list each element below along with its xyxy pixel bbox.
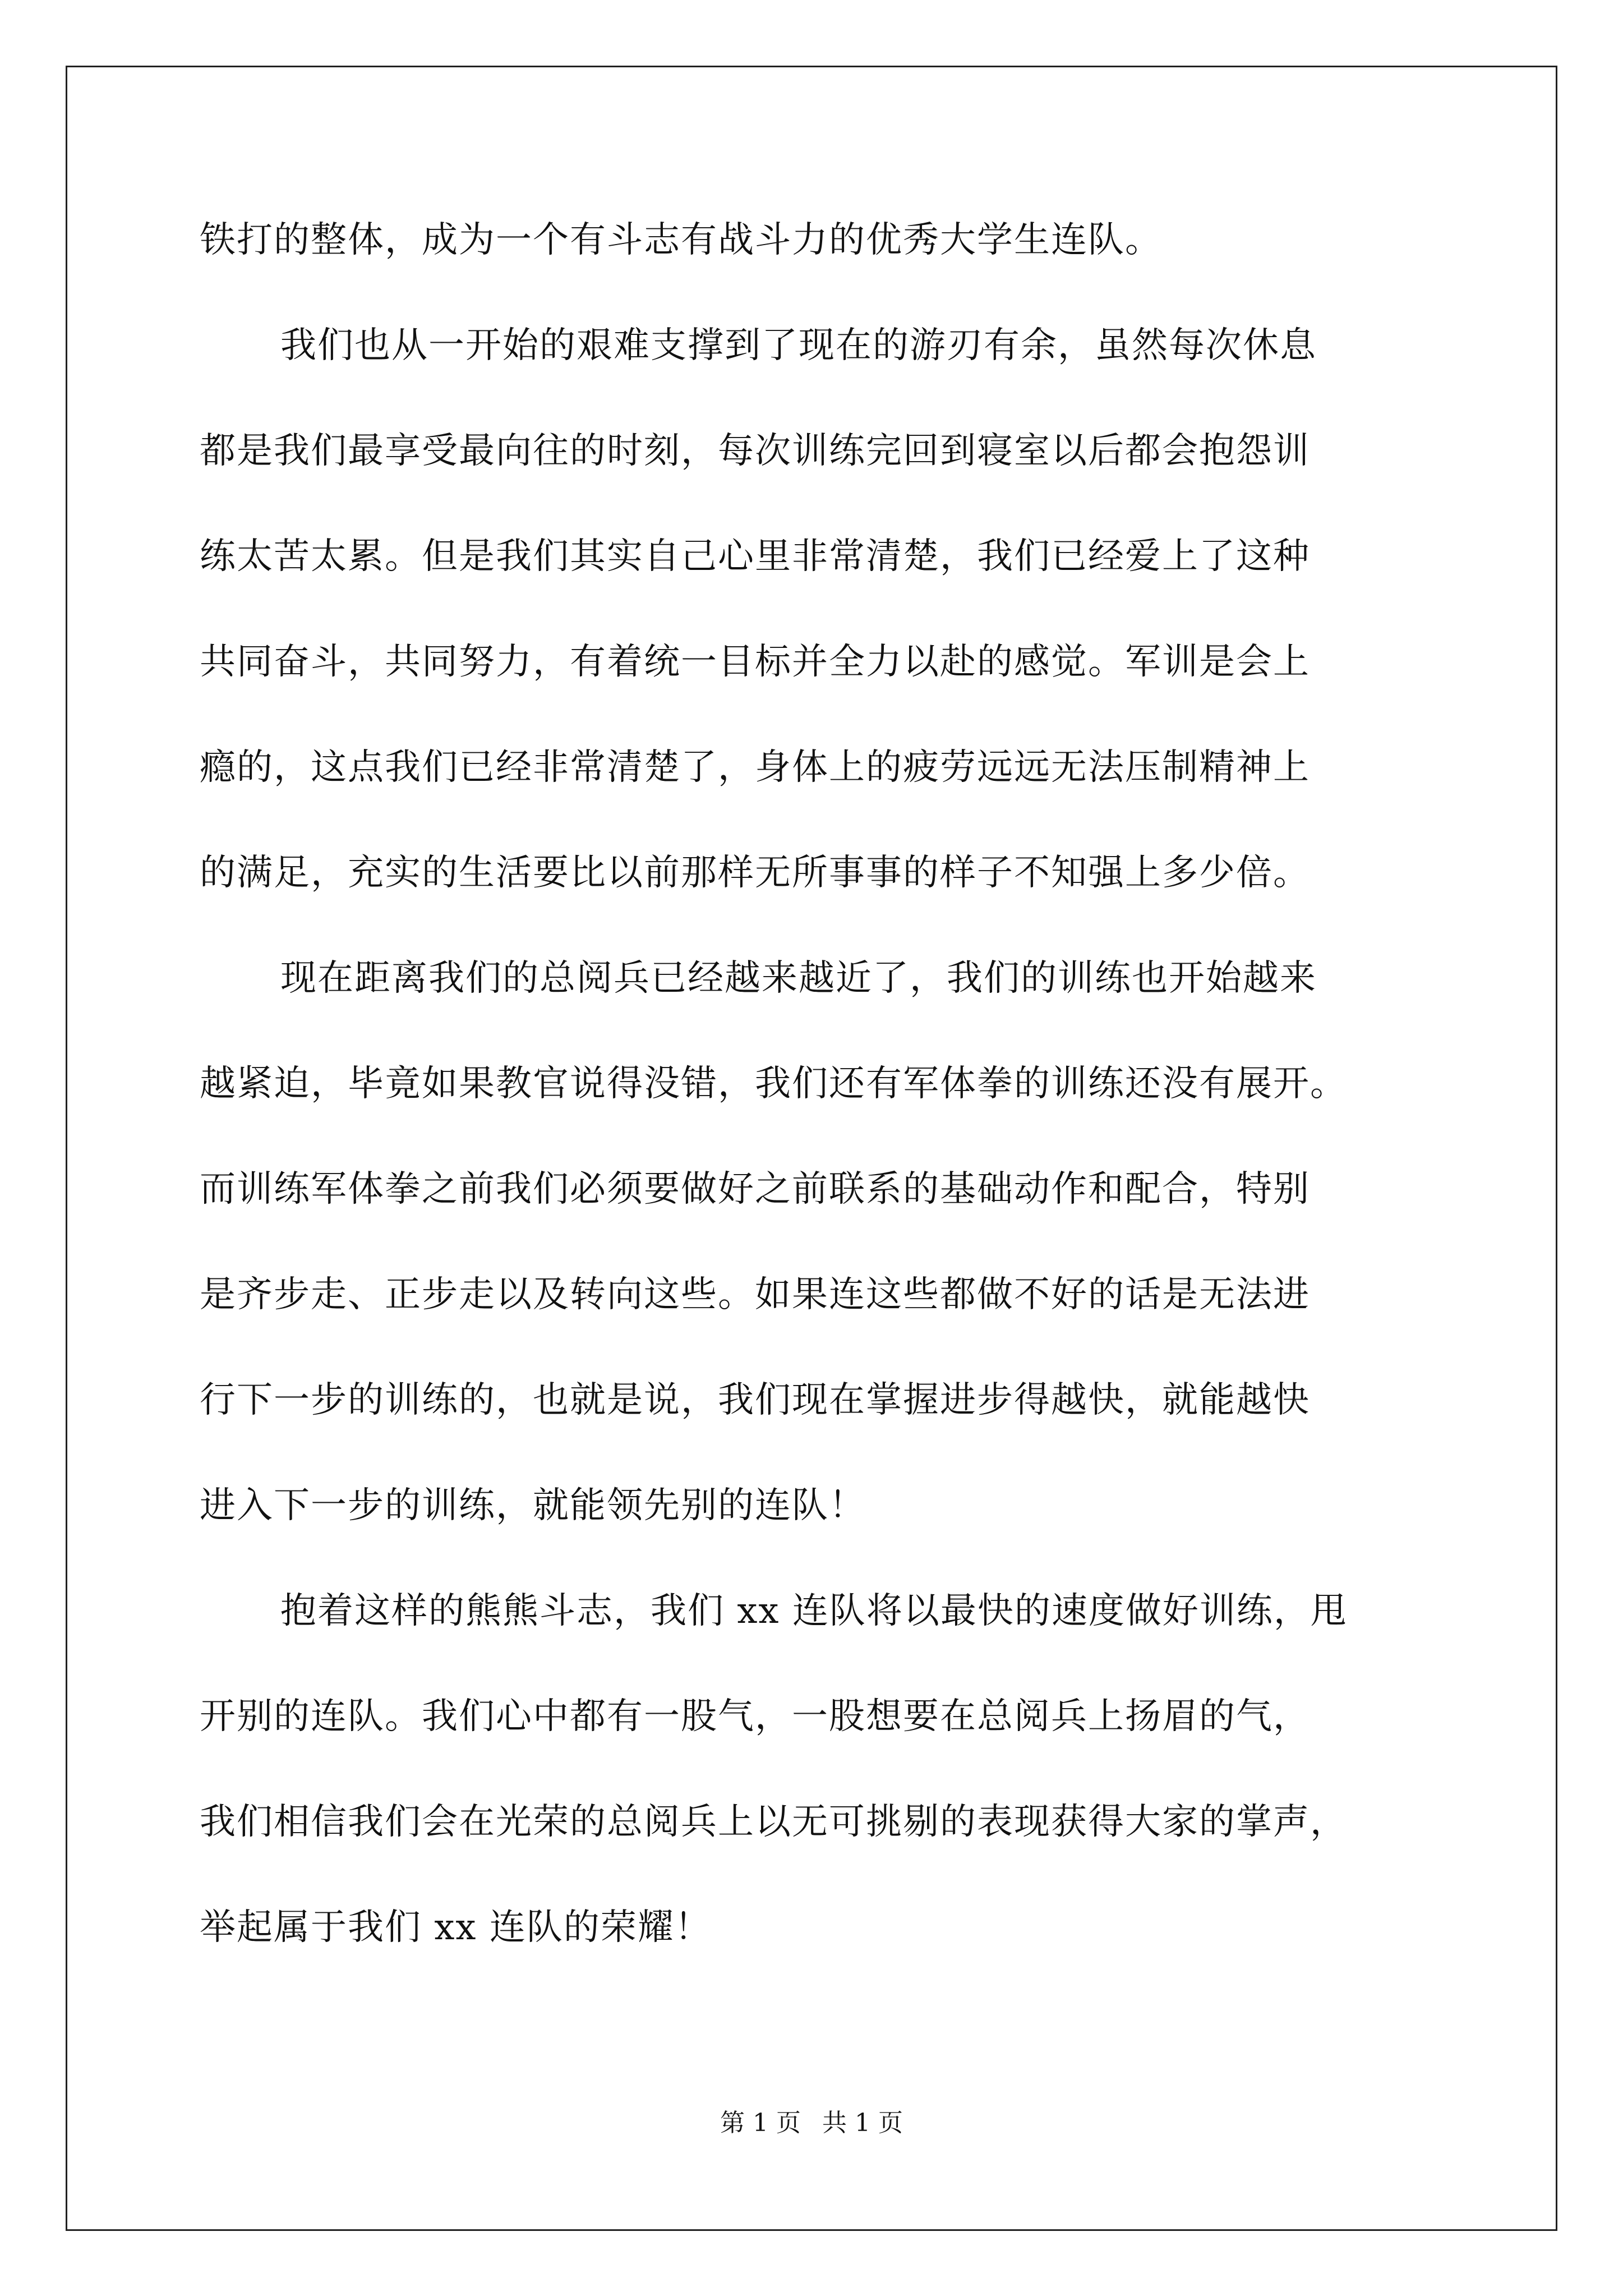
- text-line: 我们相信我们会在光荣的总阅兵上以无可挑剔的表现获得大家的掌声，: [200, 1801, 1347, 1843]
- text-line: 进入下一步的训练，就能领先别的连队！: [200, 1485, 866, 1526]
- text-line: 是齐步走、正步走以及转向这些。如果连这些都做不好的话是无法进: [200, 1274, 1310, 1315]
- page-number: 第 1 页: [720, 2109, 801, 2137]
- text-line: 现在距离我们的总阅兵已经越来越近了，我们的训练也开始越来: [280, 958, 1317, 999]
- text-line: 开别的连队。我们心中都有一股气，一股想要在总阅兵上扬眉的气，: [200, 1696, 1310, 1737]
- text-line: 越紧迫，毕竟如果教官说得没错，我们还有军体拳的训练还没有展开。: [200, 1063, 1347, 1105]
- text-line: 而训练军体拳之前我们必须要做好之前联系的基础动作和配合，特别: [200, 1168, 1310, 1210]
- text-line: 铁打的整体，成为一个有斗志有战斗力的优秀大学生连队。: [200, 219, 1162, 261]
- text-line: 瘾的，这点我们已经非常清楚了，身体上的疲劳远远无法压制精神上: [200, 747, 1310, 788]
- text-line: 抱着这样的熊熊斗志，我们 xx 连队将以最快的速度做好训练，甩: [280, 1590, 1348, 1632]
- text-line: 举起属于我们 xx 连队的荣耀！: [200, 1907, 712, 1948]
- page-footer: [0, 2106, 1623, 2140]
- text-line: 都是我们最享受最向往的时刻，每次训练完回到寝室以后都会抱怨训: [200, 430, 1310, 472]
- text-line: 我们也从一开始的艰难支撑到了现在的游刃有余，虽然每次休息: [280, 325, 1317, 366]
- text-line: 共同奋斗，共同努力，有着统一目标并全力以赴的感觉。军训是会上: [200, 641, 1310, 683]
- page-total: 共 1 页: [822, 2109, 903, 2137]
- text-line: 的满足，充实的生活要比以前那样无所事事的样子不知强上多少倍。: [200, 852, 1310, 894]
- text-line: 行下一步的训练的，也就是说，我们现在掌握进步得越快，就能越快: [200, 1379, 1310, 1421]
- text-line: 练太苦太累。但是我们其实自己心里非常清楚，我们已经爱上了这种: [200, 536, 1310, 577]
